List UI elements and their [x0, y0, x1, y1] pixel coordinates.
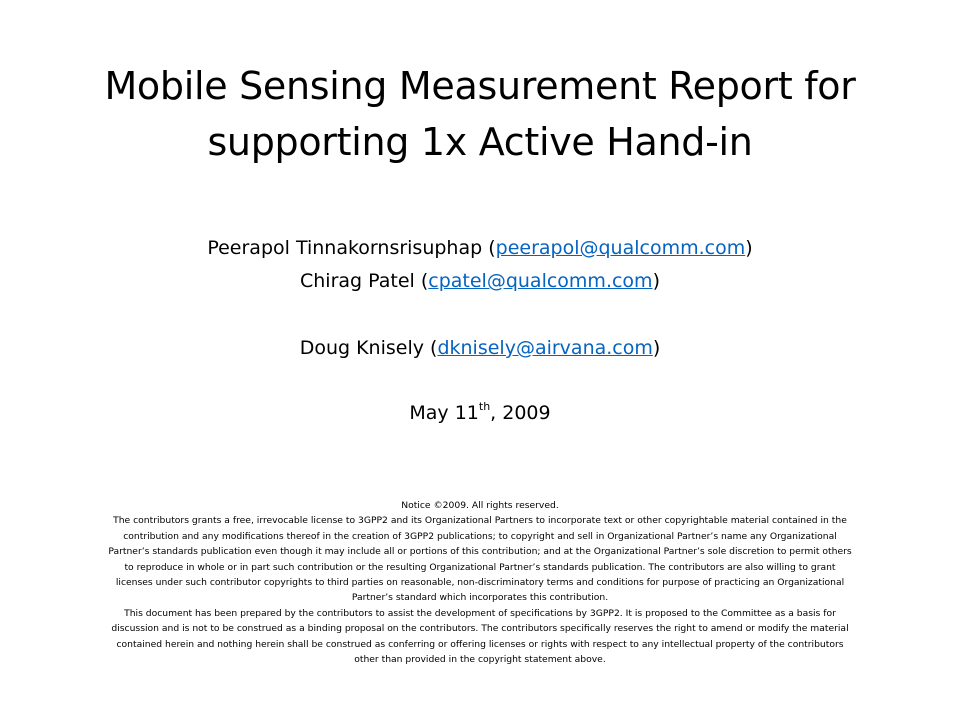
date-prefix: May 11: [409, 402, 479, 424]
notice-paragraph-license: The contributors grants a free, irrevocable license to 3GPP2 and its Organizational Partners to incorporate text or other copyrightable material contained in the contribution and any modifications thereof in the creation of 3GPP2 publications; to copyright and sell in Organizational Partner’s name any Organizational Partner’s standards publication even though it may include all or portions of this contribution; and at the Organizational Partner’s sole discretion to permit others to reproduce in whole or in part such contribution or the resulting Organizational Partner’s standards publication. The contributors are also willing to grant licenses under such contributor copyrights to third parties on reasonable, non-discriminatory terms and conditions for purpose of practicing an Organizational Partner’s standard which incorporates this contribution.: [108, 515, 852, 604]
notice-paragraph-disclaimer: This document has been prepared by the contributors to assist the development of specifications by 3GPP2. It is proposed to the Committee as a basis for discussion and is not to be construed as a binding proposal on the contributors. The contributors specifically reserves the right to amend or modify the material contained herein and nothing herein shall be construed as conferring or offering licenses or rights with respect to any intellectual property of the contributors other than provided in the copyright statement above.: [111, 607, 849, 666]
author-email-link[interactable]: peerapol@qualcomm.com: [495, 237, 746, 259]
date-rest: , 2009: [490, 402, 551, 424]
author-line: Doug Knisely (dknisely@airvana.com): [299, 337, 661, 359]
copyright-notice: [105, 498, 855, 667]
author-email-link[interactable]: dknisely@airvana.com: [437, 337, 653, 359]
author-name: Doug Knisely: [299, 337, 424, 359]
slide-title: [60, 58, 900, 170]
author-name: Chirag Patel: [300, 270, 415, 292]
author-line: Peerapol Tinnakornsrisuphap (peerapol@qualcomm.com): [207, 237, 753, 259]
author-email-link[interactable]: cpatel@qualcomm.com: [428, 270, 653, 292]
title-line-2: supporting 1x Active Hand-in: [207, 120, 753, 164]
title-line-1: Mobile Sensing Measurement Report for: [104, 64, 856, 108]
notice-heading: Notice ©2009. All rights reserved.: [401, 500, 559, 511]
author-line: Chirag Patel (cpatel@qualcomm.com): [300, 270, 660, 292]
date: [60, 397, 900, 430]
author-block: [60, 232, 900, 430]
author-spacer: [60, 298, 900, 332]
date-ordinal-suffix: th: [478, 399, 491, 413]
author-name: Peerapol Tinnakornsrisuphap: [207, 237, 483, 259]
